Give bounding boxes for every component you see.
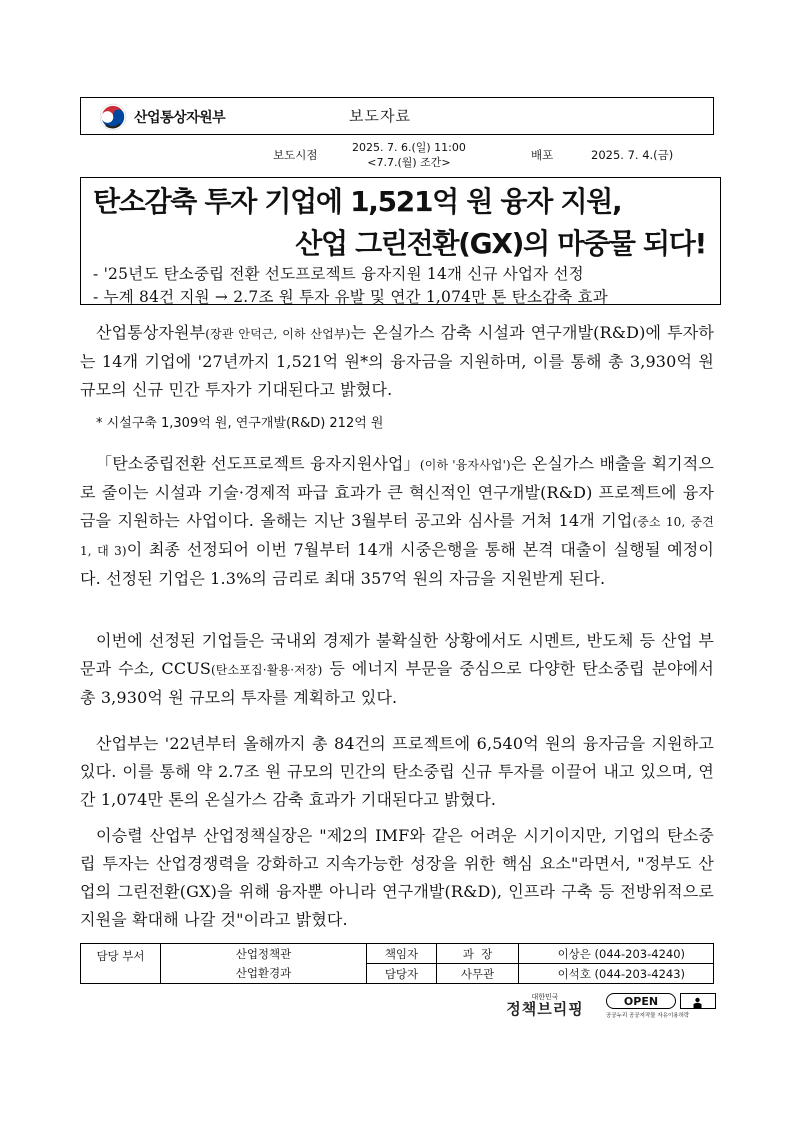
dept-name-1: 산업정책관 — [235, 946, 292, 961]
p2-text-a: 은 온실가스 배출을 획기적으로 줄이는 시설과 기술·경제적 파급 효과가 큰 혁신적인 연구개발(R&D) 프로젝트에 융자금을 지원하는 사업이다. 올해는 지난 3월부터 공고와 심사를 거쳐 14개 기업 — [80, 454, 715, 530]
dept-names — [161, 944, 367, 984]
p3-aside: (탄소포집·활용·저장) — [210, 663, 323, 677]
p2-aside: (이하 '융자사업') — [419, 458, 511, 472]
headline-line-2: 산업 그린전환(GX)의 마중물 되다! — [295, 227, 706, 260]
briefing-small-text: 대한민국 — [531, 993, 559, 1001]
position-1: 과 장 — [437, 944, 519, 964]
person-2: 이석호 (044-203-4243) — [519, 964, 714, 984]
p2-program: 「탄소중립전환 선도프로젝트 융자지원사업」 — [96, 454, 420, 473]
paragraph-5: 이승렬 산업부 산업정책실장은 "제2의 IMF와 같은 어려운 시기이지만, 기업의 탄소중립 투자는 산업경쟁력을 강화하고 지속가능한 성장을 위한 핵심 요소"라면서, "정부도 산업의 그린전환(GX)을 위해 융자뿐 아니라 연구개발(R&D), 인프라 구축 등 전방위적으로 지원을 확대해 나갈 것"이라고 밝혔다. — [80, 826, 714, 929]
footnote: * 시설구축 1,309억 원, 연구개발(R&D) 212억 원 — [96, 416, 384, 431]
p1-subject: 산업통상자원부 — [96, 323, 206, 342]
paragraph-3 — [80, 627, 714, 712]
position-2: 사무관 — [437, 964, 519, 984]
contact-table — [80, 943, 714, 984]
subheadline-2: - 누계 84건 지원 → 2.7조 원 투자 유발 및 연간 1,074만 톤 탄소감축 효과 — [93, 288, 608, 306]
p2-aside-2: (중소 10, 중견 1, 대 3) — [80, 515, 714, 558]
dept-name-2: 산업환경과 — [235, 965, 292, 980]
paragraph-2 — [80, 450, 714, 593]
title-box — [80, 177, 721, 305]
kogl-open-logo — [606, 993, 718, 1019]
embargo-label: 보도시점 — [273, 148, 318, 162]
subheadline-1: - '25년도 탄소중립 전환 선도프로젝트 융자지원 14개 신규 사업자 선정 — [93, 265, 584, 283]
role-2: 담당자 — [367, 964, 437, 984]
person-1: 이상은 (044-203-4240) — [519, 944, 714, 964]
ministry-logo — [99, 103, 225, 131]
dept-label: 담당 부서 — [81, 944, 161, 984]
embargo-note: <7.7.(월) 조간> — [367, 156, 451, 169]
p1-aside: (장관 안덕근, 이하 산업부) — [205, 327, 351, 341]
role-1: 책임자 — [367, 944, 437, 964]
p3-text-b: 등 에너지 부문을 중심으로 다양한 탄소중립 분야에서 총 3,930억 원 규모의 투자를 계획하고 있다. — [80, 659, 715, 707]
paragraph-1 — [80, 319, 714, 404]
person-icon — [681, 996, 714, 1009]
kogl-caption: 공공누리 공공저작물 자유이용허락 — [606, 1013, 690, 1019]
embargo-date: 2025. 7. 6.(일) 11:00 — [352, 141, 466, 154]
ministry-name: 산업통상자원부 — [134, 110, 226, 126]
p2-text-b: 이 최종 선정되어 이번 7월부터 14개 시중은행을 통해 본격 대출이 실행될 예정이다. 선정된 기업은 1.3%의 금리로 최대 357억 원의 자금을 지원받게 된다. — [80, 540, 714, 588]
distribution-date: 2025. 7. 4.(금) — [591, 148, 674, 162]
distribution-label: 배포 — [531, 148, 554, 162]
taegeuk-icon — [99, 103, 127, 131]
kogl-type-icon — [680, 993, 716, 1009]
policy-briefing-logo — [497, 993, 593, 1019]
headline-line-1: 탄소감축 투자 기업에 1,521억 원 융자 지원, — [93, 185, 622, 218]
table-row — [81, 944, 714, 964]
header-box — [80, 97, 714, 135]
p3-text-a: 이번에 선정된 기업들은 국내외 경제가 불확실한 상황에서도 시멘트, 반도체 등 산업 부문과 수소, CCUS — [80, 631, 714, 678]
embargo-info — [352, 140, 466, 170]
briefing-text: 정책브리핑 — [506, 1000, 584, 1018]
open-badge: OPEN — [606, 993, 676, 1009]
paragraph-4: 산업부는 '22년부터 올해까지 총 84건의 프로젝트에 6,540억 원의 융자금을 지원하고 있다. 이를 통해 약 2.7조 원 규모의 민간의 탄소중립 신규 투자를 이끌어 내고 있으며, 연간 1,074만 톤의 온실가스 감축 효과가 기대된다고 밝혔다. — [80, 734, 714, 809]
document-type: 보도자료 — [349, 107, 411, 125]
p1-text: 는 온실가스 감축 시설과 연구개발(R&D)에 투자하는 14개 기업에 '27년까지 1,521억 원*의 융자금을 지원하며, 이를 통해 총 3,930억 원 규모의 신규 민간 투자가 기대된다고 밝혔다. — [80, 323, 714, 399]
